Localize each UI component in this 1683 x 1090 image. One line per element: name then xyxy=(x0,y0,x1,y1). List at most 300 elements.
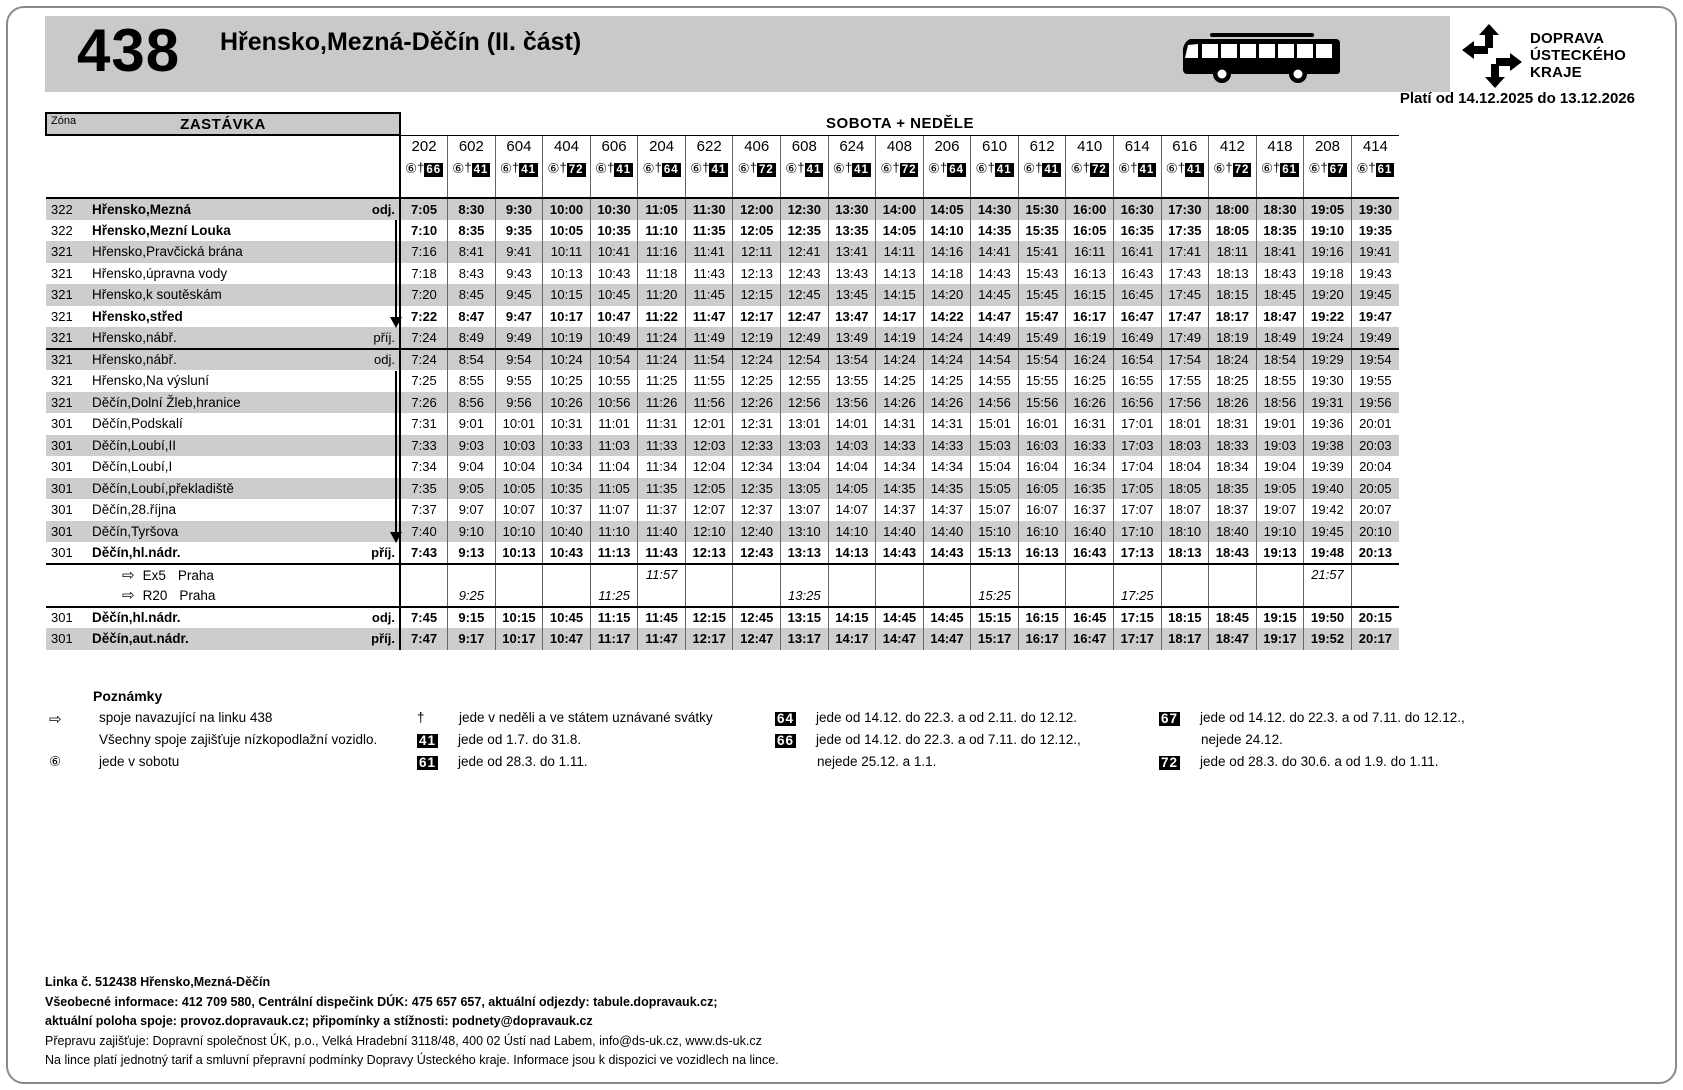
stop-name: Děčín,28.října xyxy=(92,502,177,518)
time-cell: 15:25 xyxy=(971,585,1019,607)
time-cell: 12:19 xyxy=(733,327,781,349)
trip-number: 208 xyxy=(1304,135,1352,158)
time-cell: 10:05 xyxy=(543,220,591,242)
time-cell: 14:37 xyxy=(876,499,924,521)
time-cell: 18:55 xyxy=(1256,370,1304,392)
connection-destination: Praha xyxy=(177,567,214,583)
time-cell: 12:30 xyxy=(781,198,829,220)
table-row xyxy=(46,628,1399,650)
table-row xyxy=(46,349,1399,371)
note-number-badge: 41 xyxy=(1187,164,1202,176)
time-cell: 9:43 xyxy=(495,263,543,285)
note-number-badge: 41 xyxy=(854,164,869,176)
time-cell: 11:43 xyxy=(638,542,686,564)
time-cell: 14:15 xyxy=(876,284,924,306)
trip-number: 604 xyxy=(495,135,543,158)
time-cell: 11:24 xyxy=(638,349,686,371)
time-cell xyxy=(1018,585,1066,607)
note-text: jede od 1.7. do 31.8. xyxy=(458,732,582,747)
time-cell: 13:25 xyxy=(781,585,829,607)
holiday-icon: † xyxy=(987,160,995,175)
time-cell: 17:54 xyxy=(1161,349,1209,371)
time-cell: 11:10 xyxy=(590,521,638,543)
footer-line: Na lince platí jednotný tarif a smluvní přepravní podmínky Dopravy Ústeckého kraje. Informace jsou k dispozici ve vozidlech na lince. xyxy=(45,1053,779,1067)
time-cell: 16:17 xyxy=(1018,628,1066,650)
time-cell: 11:15 xyxy=(590,607,638,629)
spacer-cell xyxy=(495,180,543,198)
time-cell: 14:17 xyxy=(828,628,876,650)
time-cell: 19:55 xyxy=(1351,370,1399,392)
trip-number: 414 xyxy=(1351,135,1399,158)
time-cell: 13:54 xyxy=(828,349,876,371)
time-cell: 10:13 xyxy=(495,542,543,564)
connection-name xyxy=(82,585,354,607)
notes-title: Poznámky xyxy=(93,688,163,704)
note-item xyxy=(1155,732,1635,754)
note-number-badge: 66 xyxy=(426,164,442,176)
time-cell xyxy=(1113,564,1161,586)
trip-number: 616 xyxy=(1161,135,1209,158)
time-cell: 15:35 xyxy=(1018,220,1066,242)
note-text: nejede 24.12. xyxy=(1201,732,1283,747)
time-cell: 7:10 xyxy=(400,220,448,242)
trip-number: 412 xyxy=(1209,135,1257,158)
trip-number: 406 xyxy=(733,135,781,158)
time-cell: 19:47 xyxy=(1351,306,1399,328)
time-cell: 15:15 xyxy=(971,607,1019,629)
time-cell: 19:45 xyxy=(1351,284,1399,306)
time-cell: 14:47 xyxy=(923,628,971,650)
direction-label xyxy=(354,392,400,414)
direction-label: příj. xyxy=(354,542,400,564)
note-number-badge: 41 xyxy=(711,164,727,176)
time-cell: 7:43 xyxy=(400,542,448,564)
time-cell xyxy=(543,585,591,607)
time-cell: 14:54 xyxy=(971,349,1019,371)
stop-name: Hřensko,Mezní Louka xyxy=(92,222,231,238)
service-symbols xyxy=(543,158,591,180)
time-cell: 8:35 xyxy=(448,220,496,242)
stop-header: ZASTÁVKA xyxy=(180,115,266,133)
note-item xyxy=(1155,710,1635,732)
time-cell: 16:15 xyxy=(1066,284,1114,306)
time-cell: 16:41 xyxy=(1113,241,1161,263)
time-cell: 16:07 xyxy=(1018,499,1066,521)
time-cell: 17:04 xyxy=(1113,456,1161,478)
trip-number: 202 xyxy=(400,135,448,158)
note-number-badge: 66 xyxy=(777,733,795,748)
note-item xyxy=(771,732,1161,754)
time-cell: 12:15 xyxy=(685,607,733,629)
direction-label xyxy=(354,263,400,285)
time-cell: 16:19 xyxy=(1066,327,1114,349)
spacer-cell xyxy=(448,180,496,198)
service-days-header: SOBOTA + NEDĚLE xyxy=(400,113,1399,135)
time-cell: 15:55 xyxy=(1018,370,1066,392)
time-cell: 10:01 xyxy=(495,413,543,435)
time-cell: 10:17 xyxy=(495,628,543,650)
holiday-icon: † xyxy=(1130,160,1138,175)
time-cell: 10:03 xyxy=(495,435,543,457)
time-cell: 14:00 xyxy=(876,198,924,220)
time-cell: 12:35 xyxy=(733,478,781,500)
table-row xyxy=(46,521,1399,543)
zone-cell: 322 xyxy=(51,222,73,238)
saturday-icon: ⑥ xyxy=(594,161,608,176)
connection-arrow-icon: ⇨ xyxy=(122,587,135,605)
time-cell: 10:55 xyxy=(590,370,638,392)
time-cell: 11:35 xyxy=(685,220,733,242)
time-cell: 19:13 xyxy=(1256,542,1304,564)
time-cell: 18:13 xyxy=(1161,542,1209,564)
time-cell: 11:05 xyxy=(638,198,686,220)
time-cell: 19:42 xyxy=(1304,499,1352,521)
table-row xyxy=(46,392,1399,414)
time-cell: 14:45 xyxy=(876,607,924,629)
time-cell: 14:56 xyxy=(971,392,1019,414)
time-cell: 16:45 xyxy=(1113,284,1161,306)
spacer-cell xyxy=(828,180,876,198)
zone-cell: 301 xyxy=(46,628,82,650)
time-cell: 14:47 xyxy=(971,306,1019,328)
spacer-cell xyxy=(876,180,924,198)
time-cell: 13:15 xyxy=(781,607,829,629)
time-cell: 19:45 xyxy=(1304,521,1352,543)
time-cell: 20:10 xyxy=(1351,521,1399,543)
time-cell: 17:13 xyxy=(1113,542,1161,564)
time-cell: 14:03 xyxy=(828,435,876,457)
time-cell: 16:43 xyxy=(1066,542,1114,564)
time-cell: 12:07 xyxy=(685,499,733,521)
time-cell: 17:25 xyxy=(1113,585,1161,607)
time-cell: 10:54 xyxy=(590,349,638,371)
note-item xyxy=(413,754,763,776)
time-cell: 14:31 xyxy=(876,413,924,435)
stop-name: Děčín,Podskalí xyxy=(92,416,183,432)
table-row xyxy=(46,306,1399,328)
time-cell: 11:47 xyxy=(685,306,733,328)
time-cell: 19:38 xyxy=(1304,435,1352,457)
time-cell: 12:54 xyxy=(781,349,829,371)
time-cell: 11:45 xyxy=(638,607,686,629)
trip-number: 622 xyxy=(685,135,733,158)
time-cell: 11:16 xyxy=(638,241,686,263)
saturday-icon: ⑥ xyxy=(404,161,418,176)
time-cell: 10:04 xyxy=(495,456,543,478)
direction-label xyxy=(354,435,400,457)
note-number-badge: 72 xyxy=(1234,164,1250,176)
time-cell xyxy=(685,564,733,586)
time-cell xyxy=(495,564,543,586)
time-cell xyxy=(876,564,924,586)
time-cell: 18:15 xyxy=(1209,284,1257,306)
footer-line: aktuální poloha spoje: provoz.dopravauk.cz; připomínky a stížnosti: podnety@dopravauk.cz xyxy=(45,1014,593,1028)
time-cell: 16:00 xyxy=(1066,198,1114,220)
time-cell: 19:07 xyxy=(1256,499,1304,521)
time-cell: 13:35 xyxy=(828,220,876,242)
time-cell: 19:56 xyxy=(1351,392,1399,414)
time-cell: 14:43 xyxy=(876,542,924,564)
trip-number: 602 xyxy=(448,135,496,158)
time-cell: 15:54 xyxy=(1018,349,1066,371)
footer-info xyxy=(45,973,779,1071)
time-cell: 15:45 xyxy=(1018,284,1066,306)
table-row xyxy=(46,478,1399,500)
time-cell: 15:49 xyxy=(1018,327,1066,349)
note-number-badge: 61 xyxy=(1377,164,1393,176)
time-cell: 14:34 xyxy=(876,456,924,478)
time-cell: 11:56 xyxy=(685,392,733,414)
time-cell: 14:40 xyxy=(923,521,971,543)
time-cell xyxy=(1351,564,1399,586)
time-cell: 11:37 xyxy=(638,499,686,521)
time-cell: 7:34 xyxy=(400,456,448,478)
note-text: jede od 14.12. do 22.3. a od 7.11. do 12.12., xyxy=(816,732,1081,747)
time-cell: 10:37 xyxy=(543,499,591,521)
time-cell: 8:47 xyxy=(448,306,496,328)
time-cell: 16:30 xyxy=(1113,198,1161,220)
time-cell: 17:55 xyxy=(1161,370,1209,392)
validity-dates: Platí od 14.12.2025 do 13.12.2026 xyxy=(1399,90,1635,107)
note-symbol: ⑥ xyxy=(49,754,62,769)
time-cell: 10:26 xyxy=(543,392,591,414)
time-cell: 16:24 xyxy=(1066,349,1114,371)
time-cell: 9:03 xyxy=(448,435,496,457)
saturday-icon: ⑥ xyxy=(1118,161,1131,176)
time-cell: 16:17 xyxy=(1066,306,1114,328)
spacer-cell xyxy=(1113,180,1161,198)
time-cell: 10:47 xyxy=(590,306,638,328)
spacer-cell xyxy=(1066,180,1114,198)
time-cell: 18:35 xyxy=(1256,220,1304,242)
time-cell: 8:56 xyxy=(448,392,496,414)
time-cell: 16:33 xyxy=(1066,435,1114,457)
time-cell: 11:45 xyxy=(685,284,733,306)
time-cell: 14:45 xyxy=(971,284,1019,306)
saturday-icon: ⑥ xyxy=(499,161,512,176)
note-number-badge: 72 xyxy=(1161,755,1179,770)
time-cell: 15:07 xyxy=(971,499,1019,521)
time-cell: 17:17 xyxy=(1113,628,1161,650)
holiday-icon: † xyxy=(607,160,615,175)
time-cell: 12:43 xyxy=(733,542,781,564)
saturday-icon: ⑥ xyxy=(927,161,941,176)
time-cell xyxy=(828,564,876,586)
stop-name: Děčín,Loubí,překladiště xyxy=(82,478,354,500)
time-cell: 14:26 xyxy=(923,392,971,414)
time-cell: 15:13 xyxy=(971,542,1019,564)
time-cell: 19:20 xyxy=(1304,284,1352,306)
time-cell: 11:26 xyxy=(638,392,686,414)
time-cell: 16:43 xyxy=(1113,263,1161,285)
time-cell: 11:35 xyxy=(638,478,686,500)
time-cell: 10:24 xyxy=(543,349,591,371)
trip-number: 612 xyxy=(1018,135,1066,158)
time-cell: 9:13 xyxy=(448,542,496,564)
table-row xyxy=(46,607,1399,629)
time-cell: 14:13 xyxy=(828,542,876,564)
saturday-icon: ⑥ xyxy=(1308,161,1321,176)
time-cell: 20:15 xyxy=(1351,607,1399,629)
time-cell: 13:56 xyxy=(828,392,876,414)
time-cell xyxy=(1209,564,1257,586)
time-cell: 11:05 xyxy=(590,478,638,500)
stop-name: Děčín,aut.nádr. xyxy=(82,628,354,650)
time-cell: 12:01 xyxy=(685,413,733,435)
time-cell: 8:45 xyxy=(448,284,496,306)
note-text: jede od 14.12. do 22.3. a od 2.11. do 12.12. xyxy=(816,710,1078,725)
time-cell: 16:35 xyxy=(1113,220,1161,242)
time-cell: 9:45 xyxy=(495,284,543,306)
time-cell: 14:45 xyxy=(923,607,971,629)
saturday-icon: ⑥ xyxy=(832,161,845,176)
notes-column-1 xyxy=(45,710,410,776)
time-cell: 12:13 xyxy=(733,263,781,285)
holiday-icon: † xyxy=(654,160,662,175)
time-cell: 19:10 xyxy=(1304,220,1352,242)
time-cell: 19:30 xyxy=(1351,198,1399,220)
route-title: Hřensko,Mezná-Děčín (II. část) xyxy=(220,28,582,56)
direction-label xyxy=(354,456,400,478)
time-cell: 15:41 xyxy=(1018,241,1066,263)
time-cell: 14:10 xyxy=(828,521,876,543)
time-cell: 8:43 xyxy=(448,263,496,285)
service-symbols xyxy=(685,158,733,180)
time-cell: 15:47 xyxy=(1018,306,1066,328)
time-cell: 16:55 xyxy=(1113,370,1161,392)
time-cell: 21:57 xyxy=(1304,564,1352,586)
time-cell xyxy=(1256,585,1304,607)
time-cell: 14:19 xyxy=(876,327,924,349)
service-symbols xyxy=(781,158,829,180)
stop-name: Hřensko,Pravčická brána xyxy=(82,241,354,263)
time-cell: 11:49 xyxy=(685,327,733,349)
time-cell: 12:04 xyxy=(685,456,733,478)
time-cell: 13:49 xyxy=(828,327,876,349)
time-cell: 10:17 xyxy=(543,306,591,328)
time-cell: 13:03 xyxy=(781,435,829,457)
time-cell: 7:20 xyxy=(400,284,448,306)
zone-cell: 321 xyxy=(51,373,73,389)
holiday-icon: † xyxy=(1272,160,1281,175)
stop-name: Hřensko,nábř. xyxy=(82,349,354,371)
stop-name: Děčín,Loubí,II xyxy=(82,435,354,457)
note-number-badge: 61 xyxy=(419,755,437,770)
time-cell: 7:16 xyxy=(400,241,448,263)
time-cell: 13:45 xyxy=(828,284,876,306)
time-cell: 16:54 xyxy=(1113,349,1161,371)
time-cell: 15:56 xyxy=(1018,392,1066,414)
time-cell: 18:30 xyxy=(1256,198,1304,220)
time-cell: 17:56 xyxy=(1161,392,1209,414)
time-cell: 10:34 xyxy=(543,456,591,478)
time-cell: 14:49 xyxy=(971,327,1019,349)
time-cell: 11:55 xyxy=(685,370,733,392)
time-cell: 19:52 xyxy=(1304,628,1352,650)
time-cell: 14:18 xyxy=(923,263,971,285)
time-cell: 12:45 xyxy=(733,607,781,629)
time-cell: 13:30 xyxy=(828,198,876,220)
time-cell: 17:47 xyxy=(1161,306,1209,328)
time-cell xyxy=(1161,564,1209,586)
note-item xyxy=(45,710,410,732)
time-cell: 17:30 xyxy=(1161,198,1209,220)
note-text: Všechny spoje zajišťuje nízkopodlažní vozidlo. xyxy=(99,732,378,747)
stop-name: Hřensko,k soutěskám xyxy=(82,284,354,306)
time-cell: 14:24 xyxy=(923,327,971,349)
time-cell: 9:25 xyxy=(448,585,496,607)
time-cell: 12:03 xyxy=(685,435,733,457)
time-cell: 10:10 xyxy=(495,521,543,543)
note-number-badge: 72 xyxy=(759,164,774,176)
stop-name: Děčín,Dolní Žleb,hranice xyxy=(82,392,354,414)
holiday-icon: † xyxy=(844,160,853,175)
note-number-badge: 64 xyxy=(663,164,679,176)
time-cell: 14:55 xyxy=(971,370,1019,392)
time-cell: 19:41 xyxy=(1351,241,1399,263)
time-cell: 16:40 xyxy=(1066,521,1114,543)
time-cell: 11:47 xyxy=(638,628,686,650)
time-cell: 18:54 xyxy=(1256,349,1304,371)
time-cell: 11:17 xyxy=(590,628,638,650)
time-cell: 10:31 xyxy=(543,413,591,435)
time-cell: 10:13 xyxy=(543,263,591,285)
service-symbols xyxy=(1066,158,1114,180)
time-cell: 19:30 xyxy=(1304,370,1352,392)
zone-cell: 321 xyxy=(46,349,82,371)
time-cell: 11:40 xyxy=(638,521,686,543)
saturday-icon: ⑥ xyxy=(1023,161,1036,176)
saturday-icon: ⑥ xyxy=(690,161,703,176)
time-cell: 9:56 xyxy=(495,392,543,414)
trip-number: 410 xyxy=(1066,135,1114,158)
time-cell: 18:19 xyxy=(1209,327,1257,349)
table-row xyxy=(46,284,1399,306)
note-text: jede od 28.3. do 30.6. a od 1.9. do 1.11. xyxy=(1200,754,1439,769)
time-cell: 7:33 xyxy=(400,435,448,457)
note-symbol: † xyxy=(417,710,425,725)
time-cell: 16:25 xyxy=(1066,370,1114,392)
note-number-badge: 41 xyxy=(473,164,489,176)
time-cell: 10:49 xyxy=(590,327,638,349)
time-cell xyxy=(1304,585,1352,607)
time-cell: 7:26 xyxy=(400,392,448,414)
time-cell: 10:00 xyxy=(543,198,591,220)
holiday-icon: † xyxy=(797,160,805,175)
time-cell: 12:34 xyxy=(733,456,781,478)
time-cell: 20:13 xyxy=(1351,542,1399,564)
holiday-icon: † xyxy=(1035,160,1043,175)
time-cell: 19:24 xyxy=(1304,327,1352,349)
time-cell: 14:24 xyxy=(923,349,971,371)
time-cell: 17:05 xyxy=(1113,478,1161,500)
time-cell: 9:49 xyxy=(495,327,543,349)
time-cell: 14:07 xyxy=(828,499,876,521)
time-cell: 8:54 xyxy=(448,349,496,371)
time-cell: 16:47 xyxy=(1113,306,1161,328)
time-cell: 10:19 xyxy=(543,327,591,349)
time-cell xyxy=(448,564,496,586)
time-cell: 12:17 xyxy=(685,628,733,650)
time-cell: 18:35 xyxy=(1209,478,1257,500)
saturday-icon: ⑥ xyxy=(975,161,988,176)
service-symbols xyxy=(590,158,638,180)
time-cell: 12:26 xyxy=(733,392,781,414)
trip-number: 614 xyxy=(1113,135,1161,158)
direction-label xyxy=(354,370,400,392)
time-cell: 14:05 xyxy=(923,198,971,220)
service-symbols xyxy=(971,158,1019,180)
